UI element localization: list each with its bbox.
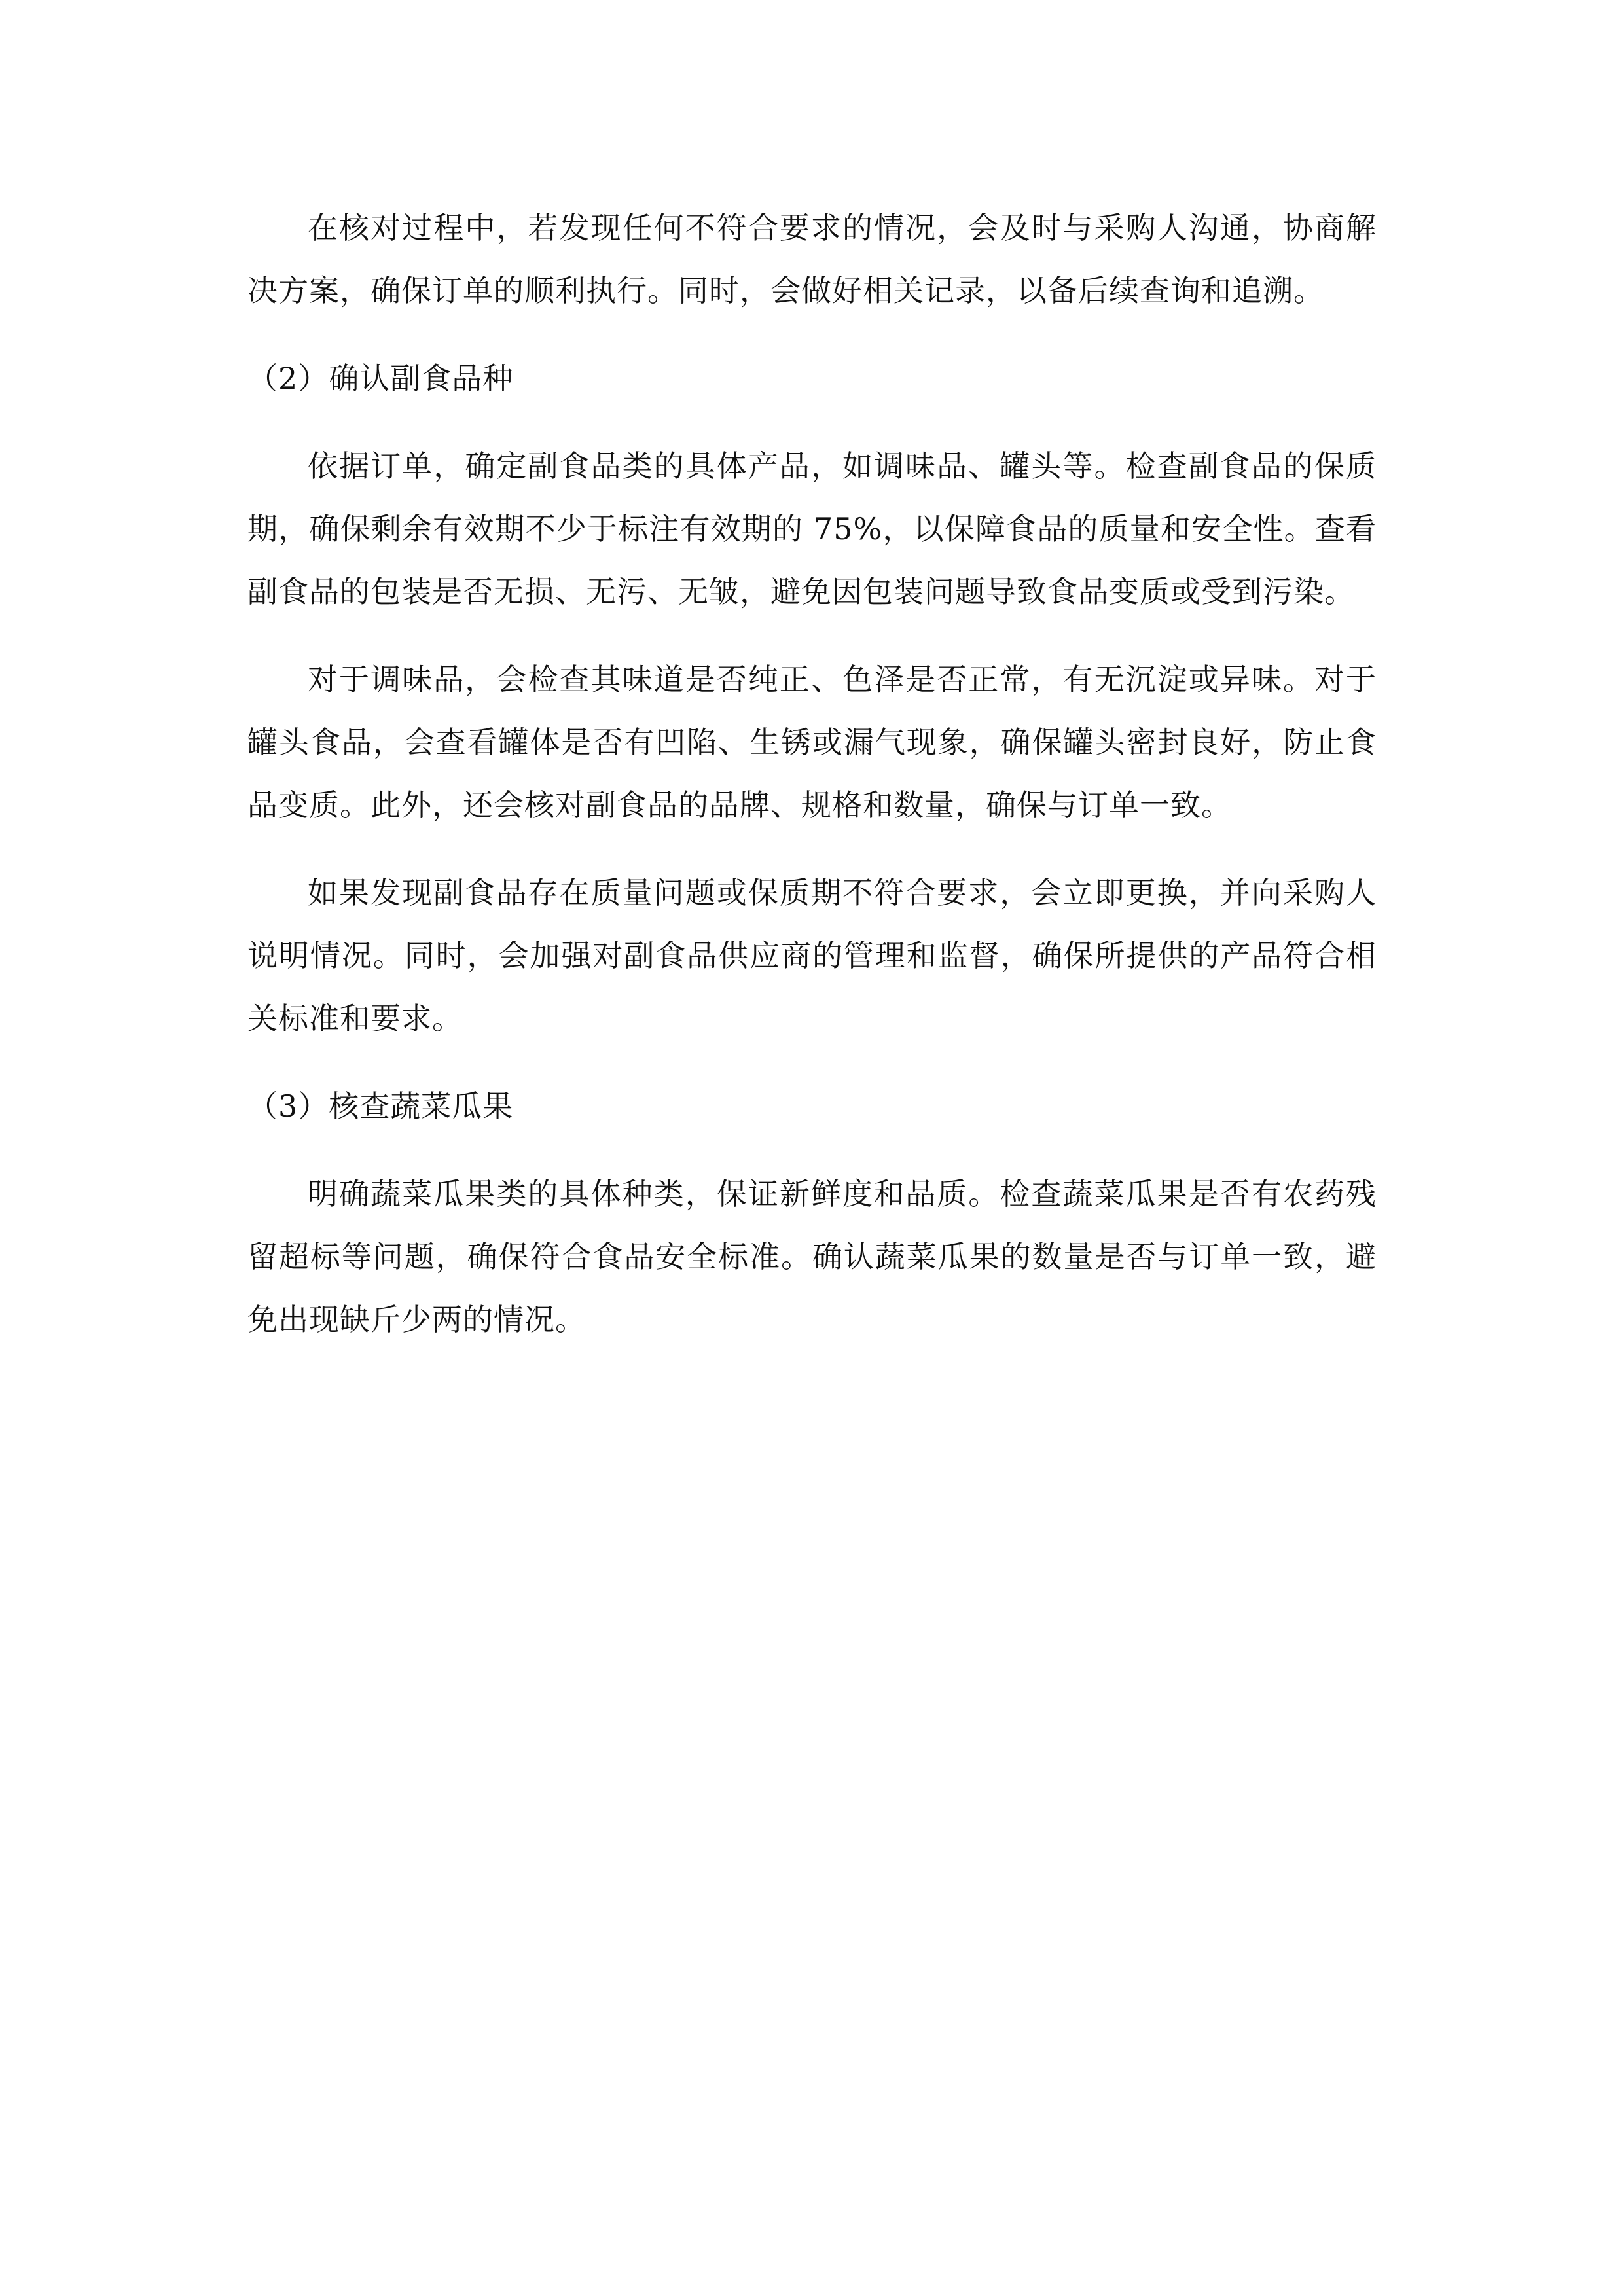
paragraph-order-verification: 在核对过程中，若发现任何不符合要求的情况，会及时与采购人沟通，协商解决方案，确保订单的顺利执行。同时，会做好相关记录，以备后续查询和追溯。 (247, 210, 1377, 308)
paragraph-non-staple-shelf-life: 依据订单，确定副食品类的具体产品，如调味品、罐头等。检查副食品的保质期，确保剩余有效期不少于标注有效期的 75%，以保障食品的质量和安全性。查看副食品的包装是否无损、无污、无皱，避免因包装问题导致食品变质或受到污染。 (247, 448, 1377, 609)
paragraph-condiments-cans: 对于调味品，会检查其味道是否纯正、色泽是否正常，有无沉淀或异味。对于罐头食品，会查看罐体是否有凹陷、生锈或漏气现象，确保罐头密封良好，防止食品变质。此外，还会核对副食品的品牌、规格和数量，确保与订单一致。 (247, 662, 1377, 823)
section-heading-non-staple-food: （2）确认副食品种 (247, 361, 514, 396)
document-body (247, 196, 1377, 1376)
paragraph-quality-issue-handling: 如果发现副食品存在质量问题或保质期不符合要求，会立即更换，并向采购人说明情况。同时，会加强对副食品供应商的管理和监督，确保所提供的产品符合相关标准和要求。 (247, 875, 1377, 1036)
section-heading-vegetables-fruits: （3）核查蔬菜瓜果 (247, 1088, 514, 1124)
paragraph-vegetables-fruits-check: 明确蔬菜瓜果类的具体种类，保证新鲜度和品质。检查蔬菜瓜果是否有农药残留超标等问题，确保符合食品安全标准。确认蔬菜瓜果的数量是否与订单一致，避免出现缺斤少两的情况。 (247, 1176, 1377, 1337)
